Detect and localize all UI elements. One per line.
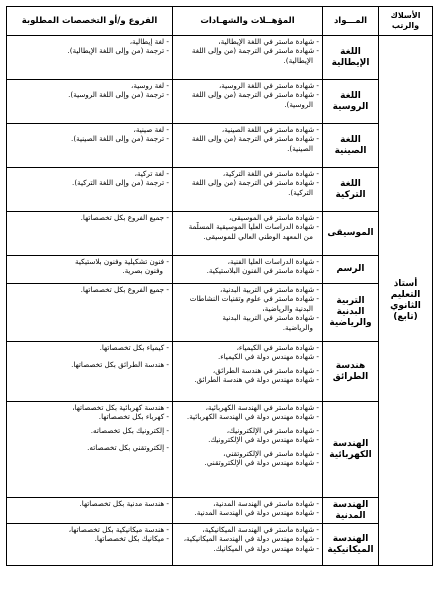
branch-line: - ترجمة (من وإلى اللغة الصينية). [71,134,169,144]
header-qualifications: المؤهــلات والشهـادات [173,7,323,36]
qualifications-cell [173,284,323,342]
qualification-line: الروسية). [284,99,313,109]
header-row [7,7,433,36]
branches-cell [7,342,173,402]
branches-cell [7,498,173,524]
qualification-line: - شهادة ماستر في اللغة الروسية، [218,81,319,90]
branches-cell [7,402,173,498]
qualification-line: - شهادة ماستر في الهندسة المدنية، [213,499,319,508]
branch-line: - ترجمة (من وإلى اللغة التركية). [72,178,169,188]
qualification-line: - شهادة مهندس دولة في الهندسة المدنية. [194,508,319,518]
branch-line: - إلكترونيك بكل تخصصاته. [90,425,169,435]
subject-cell: اللغة الإيطالية [323,36,379,80]
qualification-line: - شهادة مهندس دولة في الإلكترونيك. [208,435,319,445]
qualification-line: - شهادة ماستر في الهندسة الميكانيكية، [202,525,319,534]
branches-cell [7,124,173,168]
subject-cell: التربية البدنية والرياضية [323,284,379,342]
header-grade: الأسلاك والرتب [379,7,433,36]
qualification-line: - شهادة ماستر في الفنون البلاستيكية. [206,266,319,276]
qualification-line: - شهادة ماستر في التربية البدنية [222,313,319,323]
qualification-line: - شهادة مهندس دولة في الإلكتروتقني. [204,458,319,468]
grade-cell: أستاذ التعليم الثانوي (تابع) [379,36,433,566]
branches-cell [7,284,173,342]
qualification-line: - شهادة ماستر في الكيمياء، [236,343,319,352]
branch-line: - لغة تركية، [134,169,169,178]
qualification-line: - شهادة ماستر في الإلكتروتقني، [223,448,319,458]
subject-cell: الهندسة الميكانيكية [323,524,379,566]
qualification-line: - شهادة مهندس دولة في الهندسة الكهربائية. [186,412,319,422]
qualification-line: - شهادة ماستر في علوم وتقنيات النشاطات [189,294,319,304]
qualification-line: الصينية). [287,143,313,153]
requirements-table [6,6,433,566]
qualification-line: - شهادة ماستر في الترجمة (من وإلى اللغة [191,46,319,56]
branches-cell [7,168,173,212]
table-row [7,342,433,402]
table-row [7,212,433,256]
qualifications-cell [173,212,323,256]
subject-cell: اللغة التركية [323,168,379,212]
table-row [7,80,433,124]
qualifications-cell [173,124,323,168]
qualification-line: - شهادة ماستر في الترجمة (من وإلى اللغة [191,178,319,188]
branch-line: - لغة صينية، [133,125,169,134]
qualification-line: - شهادة ماستر في اللغة الإيطالية، [218,37,319,46]
subject-cell: الهندسة الكهربائية [323,402,379,498]
branch-line: - هندسة الطرائق بكل تخصصاتها. [71,360,169,370]
qualification-line: - شهادة مهندس دولة في الهندسة الميكانيكية، [183,534,319,544]
branch-line: - لغة روسية، [131,81,169,90]
qualification-line: - شهادة ماستر في هندسة الطرائق، [212,365,319,375]
qualification-line: - شهادة ماستر في اللغة الصينية، [221,125,319,134]
branch-line: - هندسة مدنية بكل تخصصاتها. [79,499,169,508]
qualification-line: - شهادة ماستر في الترجمة (من وإلى اللغة [191,134,319,144]
qualifications-cell [173,524,323,566]
table-row [7,124,433,168]
branch-line: - ميكانيك بكل تخصصاتها. [94,534,169,544]
branches-cell [7,212,173,256]
qualification-line: - شهادة ماستر في الترجمة (من وإلى اللغة [191,90,319,100]
branch-line: - ترجمة (من وإلى اللغة الإيطالية). [67,46,169,56]
subject-cell: اللغة الروسية [323,80,379,124]
branch-line: - جميع الفروع بكل تخصصاتها. [80,285,169,294]
branch-line: - ترجمة (من وإلى اللغة الروسية). [68,90,169,100]
qualifications-cell [173,256,323,284]
branch-line: وفنون بصرية. [122,266,163,276]
qualifications-cell [173,168,323,212]
qualification-line: - شهادة مهندس دولة في الكيمياء. [217,352,319,362]
qualifications-cell [173,80,323,124]
branch-line: - إلكتروتقني بكل تخصصاته. [87,443,169,453]
table-row [7,168,433,212]
subject-cell: هندسة الطرائق [323,342,379,402]
table-row [7,36,433,80]
qualification-line: الإيطالية). [283,55,313,65]
table-row [7,524,433,566]
branch-line: - فنون تشكيلية وفنون بلاستيكية [75,257,169,266]
branch-line: - كهرباء بكل تخصصاتها. [98,412,169,422]
qualification-line: - شهادة ماستر في الإلكترونيك، [226,425,319,435]
branch-line: - هندسة ميكانيكية بكل تخصصاتها، [68,525,169,534]
branch-line: - هندسة كهربائية بكل تخصصاتها، [72,403,169,412]
table-row [7,402,433,498]
qualification-line: - شهادة الدراسات العليا الموسيقية المسلّمة [188,222,319,232]
qualifications-cell [173,342,323,402]
subject-cell: الرسم [323,256,379,284]
qualification-line: - شهادة ماستر في اللغة التركية، [222,169,319,178]
header-branches: الفروع و/أو التخصصات المطلوبة [7,7,173,36]
subject-cell: اللغة الصينية [323,124,379,168]
table-row [7,256,433,284]
branch-line: - جميع الفروع بكل تخصصاتها. [80,213,169,222]
document-page [6,6,432,566]
subject-cell: الهندسة المدنية [323,498,379,524]
qualification-line: التركية). [288,187,313,197]
branch-line: - كيمياء بكل تخصصاتها. [99,343,169,352]
qualification-line: - شهادة ماستر في الموسيقى، [228,213,319,222]
qualification-line: من المعهد الوطني العالي للموسيقى. [203,231,313,241]
table-row [7,498,433,524]
qualifications-cell [173,36,323,80]
branches-cell [7,80,173,124]
qualification-line: - شهادة مهندس دولة في هندسة الطرائق. [194,375,319,385]
qualification-line: - شهادة الدراسات العليا الفنية، [227,257,319,266]
branches-cell [7,524,173,566]
table-row [7,284,433,342]
qualification-line: - شهادة مهندس دولة في الميكانيك. [213,543,319,553]
qualification-line: - شهادة ماستر في الهندسة الكهربائية، [205,403,319,412]
qualification-line: البدنية والرياضية، [262,303,313,313]
qualification-line: والرياضية. [282,322,313,332]
branch-line: - لغة إيطالية، [129,37,169,46]
qualifications-cell [173,498,323,524]
qualifications-cell [173,402,323,498]
subject-cell: الموسيقى [323,212,379,256]
header-subject: المـــواد [323,7,379,36]
branches-cell [7,36,173,80]
branches-cell [7,256,173,284]
qualification-line: - شهادة ماستر في التربية البدنية، [220,285,319,294]
